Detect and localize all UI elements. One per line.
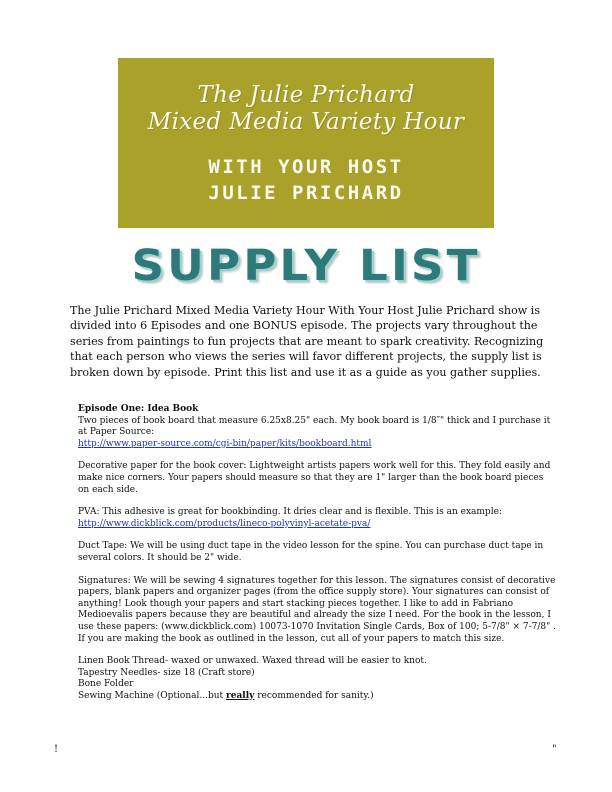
sewing-machine-item [78, 691, 556, 703]
episode-title: Episode One: Idea Book [78, 404, 199, 414]
needles-item: Tapestry Needles- size 18 (Craft store) [78, 667, 255, 678]
banner-title-line1: The Julie Prichard [197, 82, 415, 108]
thread-item: Linen Book Thread- waxed or unwaxed. Waxed thread will be easier to knot. [78, 656, 427, 667]
footer-right-mark: " [552, 744, 557, 755]
banner-host-name: JULIE PRICHARD [208, 182, 404, 204]
banner-host-line: WITH YOUR HOST [208, 156, 404, 178]
book-board-item [78, 416, 556, 451]
supply-list-heading: SUPPLY LIST [131, 241, 481, 291]
dickblick-pva-link[interactable]: http://www.dickblick.com/products/lineco-polyvinyl-acetate-pva/ [78, 518, 371, 529]
sewing-machine-note: recommended for sanity.) [254, 690, 374, 701]
sewing-machine-text: Sewing Machine (Optional...but [78, 690, 226, 701]
paper-source-link[interactable]: http://www.paper-source.com/cgi-bin/paper/kits/bookboard.html [78, 438, 372, 449]
title-banner [118, 58, 494, 228]
duct-tape-item: Duct Tape: We will be using duct tape in the video lesson for the spine. You can purchase duct tape in several colors. It should be 2" wide. [78, 541, 544, 563]
footer-left-mark: ! [54, 744, 59, 755]
book-board-text: Two pieces of book board that measure 6.25x8.25" each. My book board is 1/8″" thick and I purchase it at Paper Source: [78, 415, 551, 438]
intro-paragraph: The Julie Prichard Mixed Media Variety Hour With Your Host Julie Prichard show is divided into 6 Episodes and one BONUS episode. The projects vary throughout the series from paintings to fun projects that are meant to spark creativity. Recognizing that each person who views the series will favor different projects, the supply list is broken down by episode. Print this list and use it as a guide as you gather supplies. [70, 304, 544, 379]
episode-section [78, 404, 556, 702]
banner-title-line2: Mixed Media Variety Hour [147, 109, 465, 135]
decorative-paper-item: Decorative paper for the book cover: Lightweight artists papers work well for this. They fold easily and make nice corners. Your papers should measure so that they are 1" larger than the book board pieces on each side. [78, 461, 551, 495]
tools-list [78, 656, 556, 702]
bone-folder-item: Bone Folder [78, 679, 134, 690]
signatures-item: Signatures: We will be sewing 4 signatures together for this lesson. The signatures consist of decorative papers, blank papers and organizer pages (from the office supply store). Your signatures can consist of anything! Look though your papers and start stacking pieces together. I like to add in Fabriano Medioevalis papers because they are beautiful and already the size I need. For the book in the lesson, I use these papers: (www.dickblick.com) 10073-1070 Invitation Single Cards, Box of 100; 5-7/8" × 7-7/8" . If you are making the book as outlined in the lesson, cut all of your papers to match this size. [78, 575, 557, 644]
pva-item [78, 507, 556, 530]
pva-text: PVA: This adhesive is great for bookbinding. It dries clear and is flexible. This is an example: [78, 507, 502, 518]
sewing-machine-emphasis: really [226, 690, 255, 701]
